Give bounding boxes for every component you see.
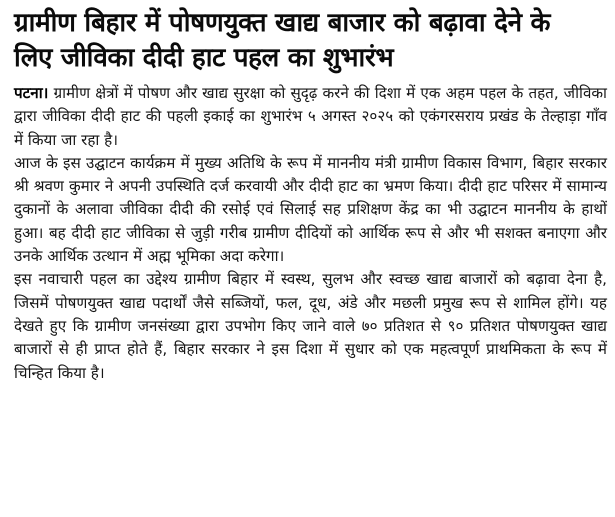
headline-line-2: लिए जीविका दीदी हाट पहल का शुभारंभ (14, 43, 394, 73)
dateline: पटना। (14, 84, 49, 102)
paragraph-2: आज के इस उद्घाटन कार्यक्रम में मुख्य अतिथि के रूप में माननीय मंत्री ग्रामीण विकास विभाग, बिहार सरकार श्री श्रवण कुमार ने अपनी उपस्थिति दर्ज करवायी और दीदी हाट का भ्रमण किया। दीदी हाट परिसर में सामान्य दुकानों के अलावा जीविका दीदी की रसोई एवं सिलाई सह प्रशिक्षण केंद्र का भी उद्घाटन माननीय के हाथों हुआ। बह दीदी हाट जीविका से जुड़ी गरीब ग्रामीण दीदियों को आर्थिक रूप से और भी सशक्त बनाएगा और उनके आर्थिक उत्थान में अह्म भूमिका अदा करेगा। (14, 153, 607, 266)
headline-line-1: ग्रामीण बिहार में पोषणयुक्त खाद्य बाजार को बढ़ावा देने के (14, 8, 551, 38)
article-body (14, 82, 607, 385)
article-headline (14, 6, 607, 76)
paragraph-3: इस नवाचारी पहल का उद्देश्य ग्रामीण बिहार में स्वस्थ, सुलभ और स्वच्छ खाद्य बाजारों को बढ़ावा देना है, जिसमें पोषणयुक्त खाद्य पदार्थों जैसे सब्जियों, फल, दूध, अंडे और मछली प्रमुख रूप से शामिल होंगे। यह देखते हुए कि ग्रामीण जनसंख्या द्वारा उपभोग किए जाने वाले ७० प्रतिशत से ९० प्रतिशत पोषणयुक्त खाद्य बाजारों से ही प्राप्त होते हैं, बिहार सरकार ने इस दिशा में सुधार को एक महत्वपूर्ण प्राथमिकता के रूप में चिन्हित किया है। (14, 270, 607, 382)
paragraph-1-text: ग्रामीण क्षेत्रों में पोषण और खाद्य सुरक्षा को सुदृढ़ करने की दिशा में एक अहम पहल के तहत, जीविका द्वारा जीविका दीदी हाट की पहली इकाई का शुभारंभ ५ अगस्त २०२५ को एकंगरसराय प्रखंड के तेल्हाड़ा गाँव में किया जा रहा है। (14, 84, 607, 149)
paragraph-1 (14, 82, 607, 152)
